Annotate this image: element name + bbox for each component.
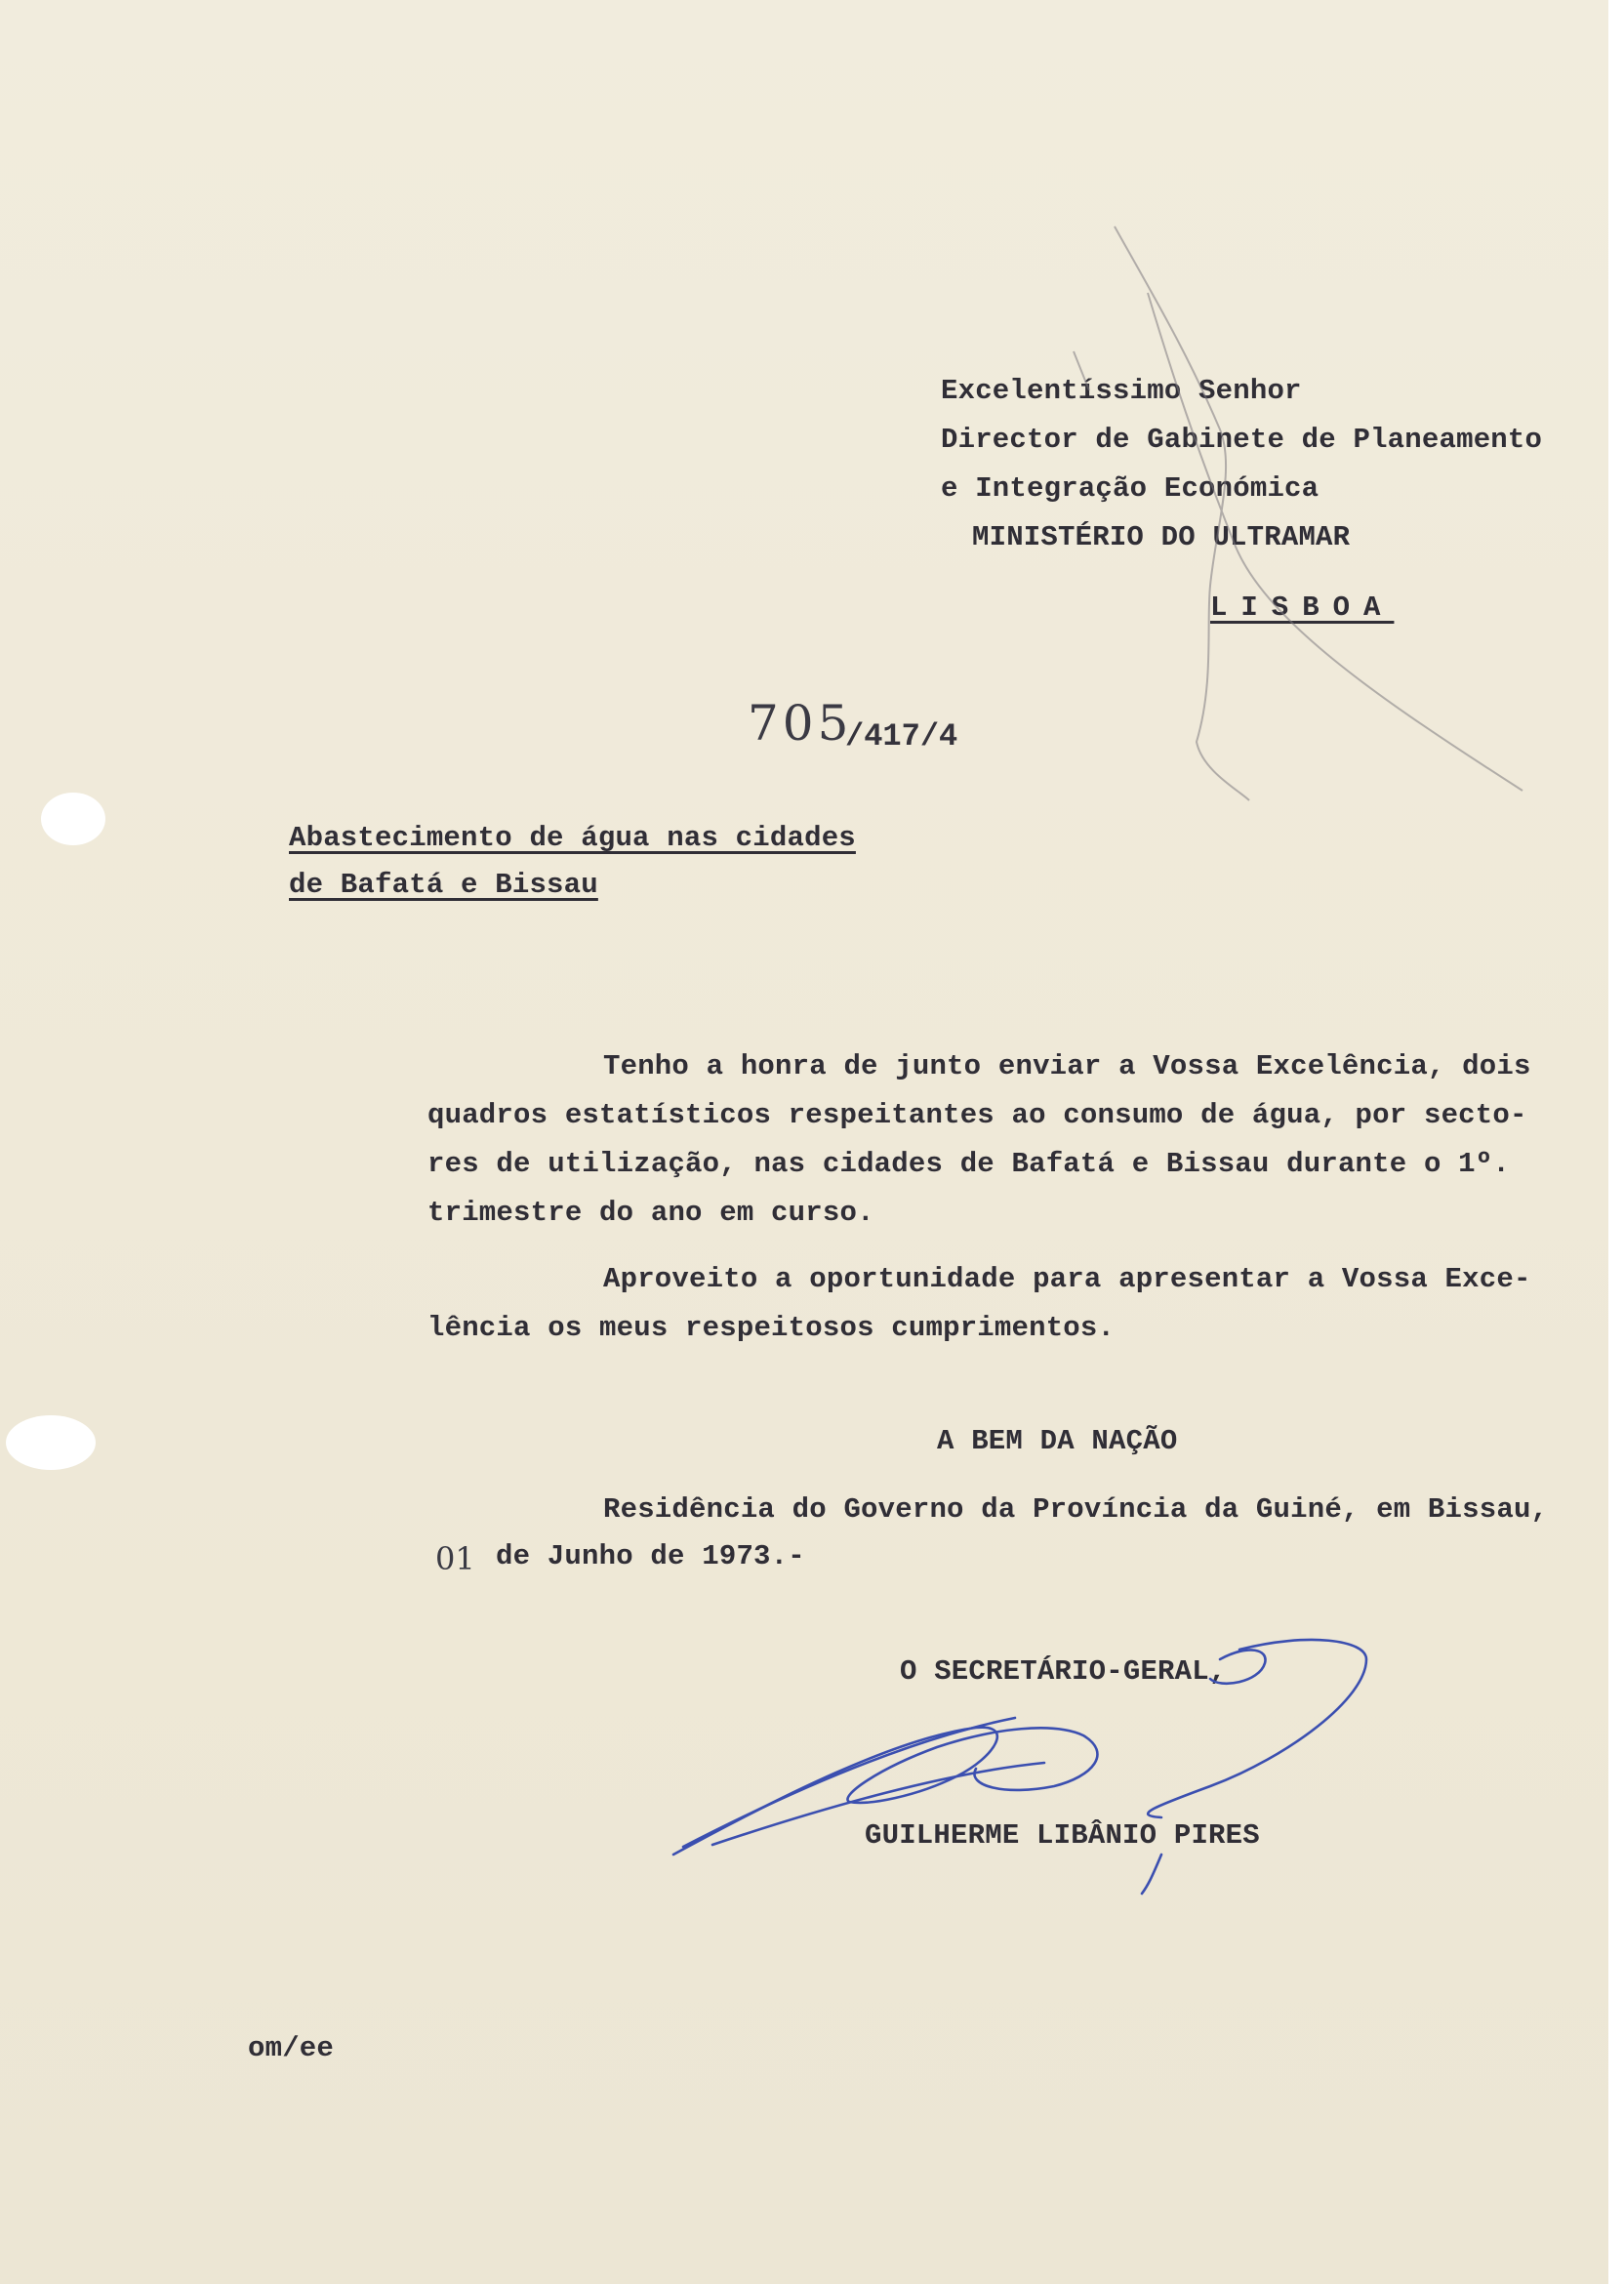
- signatory-name: GUILHERME LIBÂNIO PIRES: [865, 1819, 1260, 1852]
- typist-initials: om/ee: [248, 2032, 335, 2064]
- addressee-line-2: Director de Gabinete de Planeamento: [941, 424, 1543, 456]
- place-line-2: de Junho de 1973.-: [496, 1540, 805, 1572]
- subject-line-1: Abastecimento de água nas cidades: [289, 822, 856, 854]
- subject-line-2: de Bafatá e Bissau: [289, 869, 598, 901]
- pencil-strokes: [1074, 226, 1522, 800]
- signatory-title: O SECRETÁRIO-GERAL,: [900, 1655, 1227, 1688]
- signature-scribble: [673, 1640, 1366, 1894]
- reference-number: 705: [748, 695, 853, 752]
- salutation: A BEM DA NAÇÃO: [937, 1425, 1178, 1457]
- body-p2-line-1: Aproveito a oportunidade para apresentar a Vossa Exce-: [603, 1263, 1531, 1295]
- scan-border: [1608, 0, 1624, 2284]
- place-line-1: Residência do Governo da Província da Guiné, em Bissau,: [603, 1493, 1549, 1526]
- body-p2-line-2: lência os meus respeitosos cumprimentos.: [427, 1312, 1116, 1344]
- addressee-city: LISBOA: [1210, 591, 1395, 624]
- handwritten-day: 01: [435, 1540, 475, 1577]
- addressee-line-3: e Integração Económica: [941, 472, 1320, 505]
- addressee-line-4: MINISTÉRIO DO ULTRAMAR: [972, 521, 1351, 553]
- body-p1-line-4: trimestre do ano em curso.: [427, 1197, 874, 1229]
- body-p1-line-2: quadros estatísticos respeitantes ao consumo de água, por secto-: [427, 1099, 1527, 1131]
- body-p1-line-3: res de utilização, nas cidades de Bafatá e Bissau durante o 1º.: [427, 1148, 1510, 1180]
- body-p1-line-1: Tenho a honra de junto enviar a Vossa Excelência, dois: [603, 1050, 1531, 1082]
- addressee-line-1: Excelentíssimo Senhor: [941, 375, 1302, 407]
- reference-suffix: /417/4: [845, 718, 958, 755]
